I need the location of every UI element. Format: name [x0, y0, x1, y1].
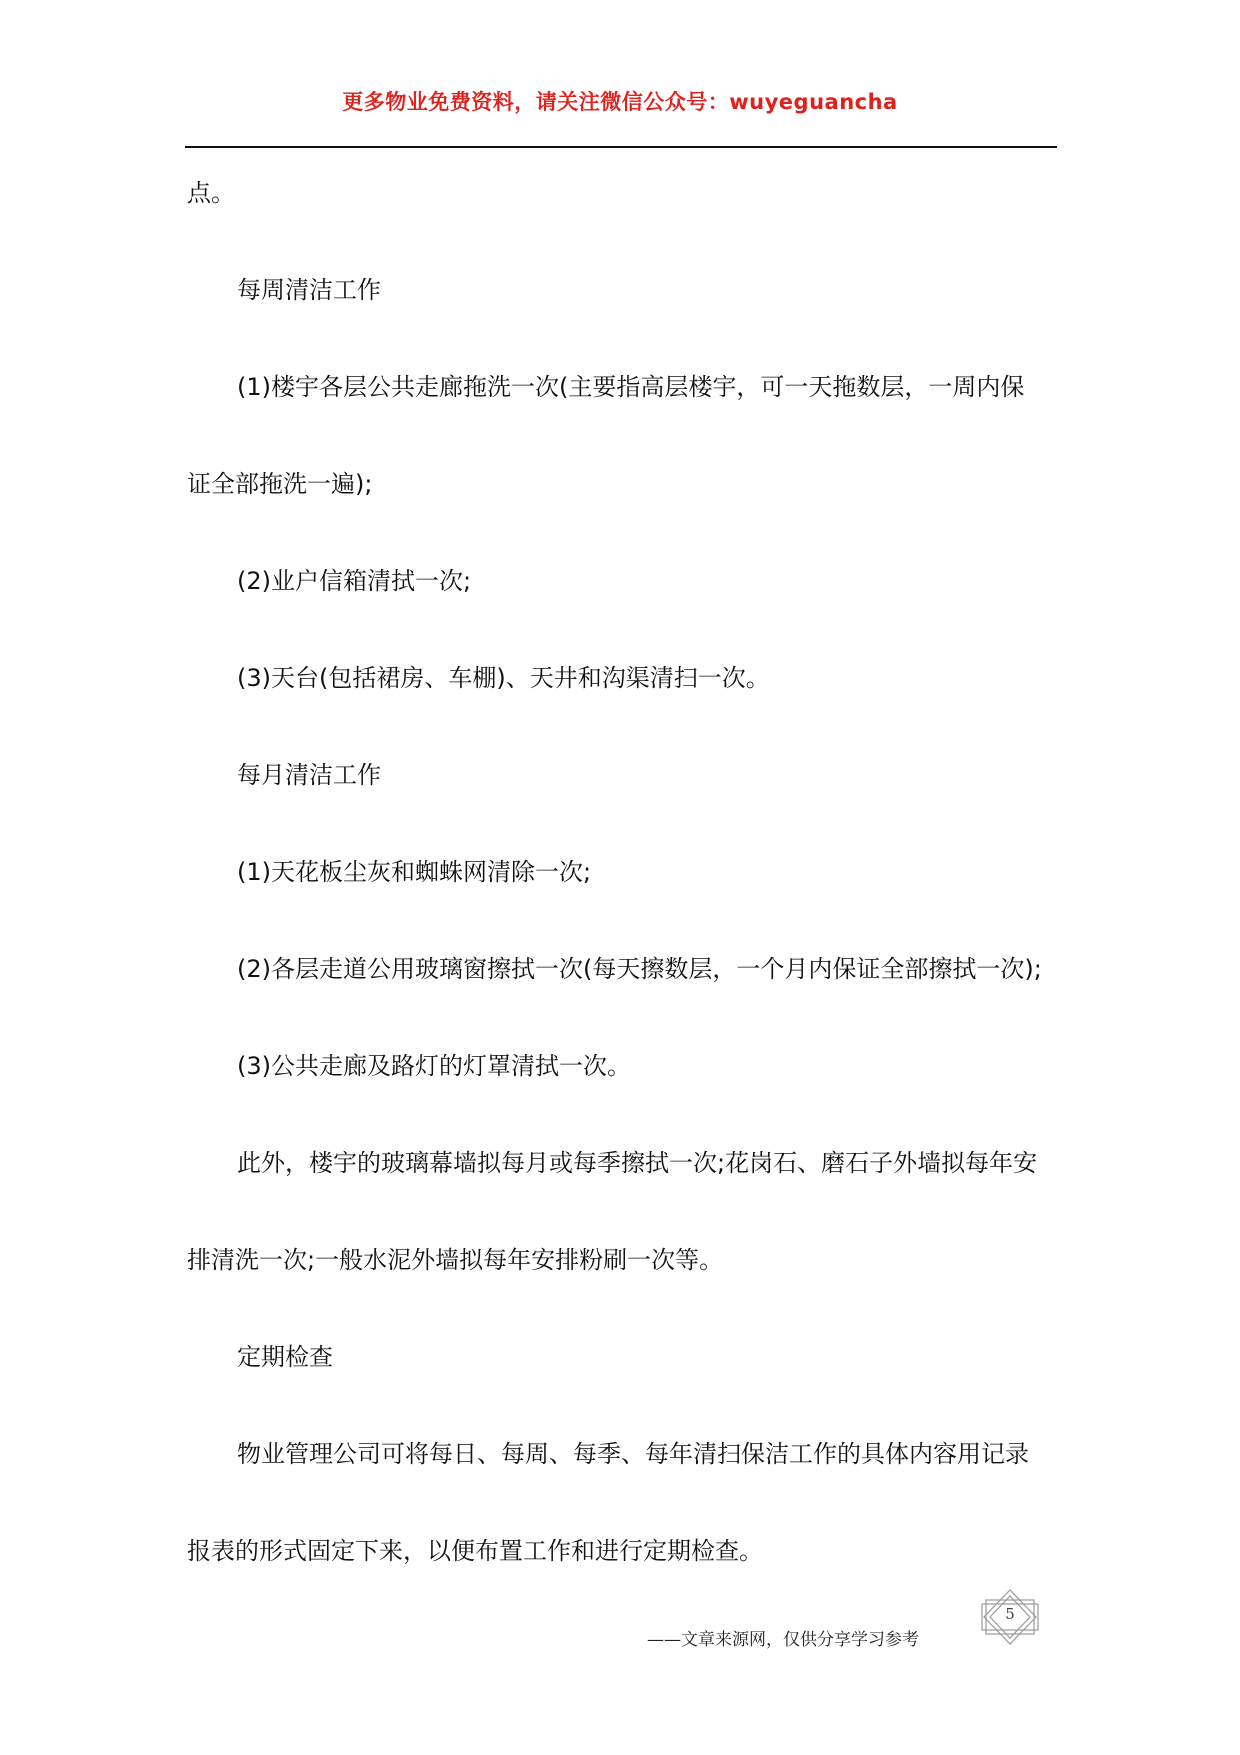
section-heading: 每月清洁工作 [237, 761, 381, 789]
paragraph-line: 排清洗一次;一般水泥外墙拟每年安排粉刷一次等。 [187, 1246, 724, 1274]
paragraph-line: 物业管理公司可将每日、每周、每季、每年清扫保洁工作的具体内容用记录 [237, 1440, 1029, 1468]
paragraph-line: (1)天花板尘灰和蜘蛛网清除一次; [237, 858, 592, 886]
paragraph-line: (1)楼宇各层公共走廊拖洗一次(主要指高层楼宇，可一天拖数层，一周内保 [237, 373, 1025, 401]
paragraph-line: (3)天台(包括裙房、车棚)、天井和沟渠清扫一次。 [237, 664, 770, 692]
header-divider [185, 146, 1057, 148]
section-heading: 每周清洁工作 [237, 276, 381, 304]
paragraph-line: 报表的形式固定下来，以便布置工作和进行定期检查。 [187, 1537, 763, 1565]
paragraph-line: (2)各层走道公用玻璃窗擦拭一次(每天擦数层，一个月内保证全部擦拭一次); [237, 955, 1042, 983]
paragraph-line: 证全部拖洗一遍); [187, 470, 373, 498]
paragraph-line: 点。 [187, 179, 235, 207]
page-number-badge [978, 1588, 1042, 1646]
page-number: 5 [1005, 1605, 1015, 1623]
section-heading: 定期检查 [237, 1343, 333, 1371]
paragraph-line: (2)业户信箱清拭一次; [237, 567, 472, 595]
footer-source-note: ——文章来源网，仅供分享学习参考 [647, 1630, 919, 1650]
paragraph-line: (3)公共走廊及路灯的灯罩清拭一次。 [237, 1052, 631, 1080]
paragraph-line: 此外，楼宇的玻璃幕墙拟每月或每季擦拭一次;花岗石、磨石子外墙拟每年安 [237, 1149, 1038, 1177]
header-banner: 更多物业免费资料，请关注微信公众号：wuyeguancha [342, 90, 898, 114]
